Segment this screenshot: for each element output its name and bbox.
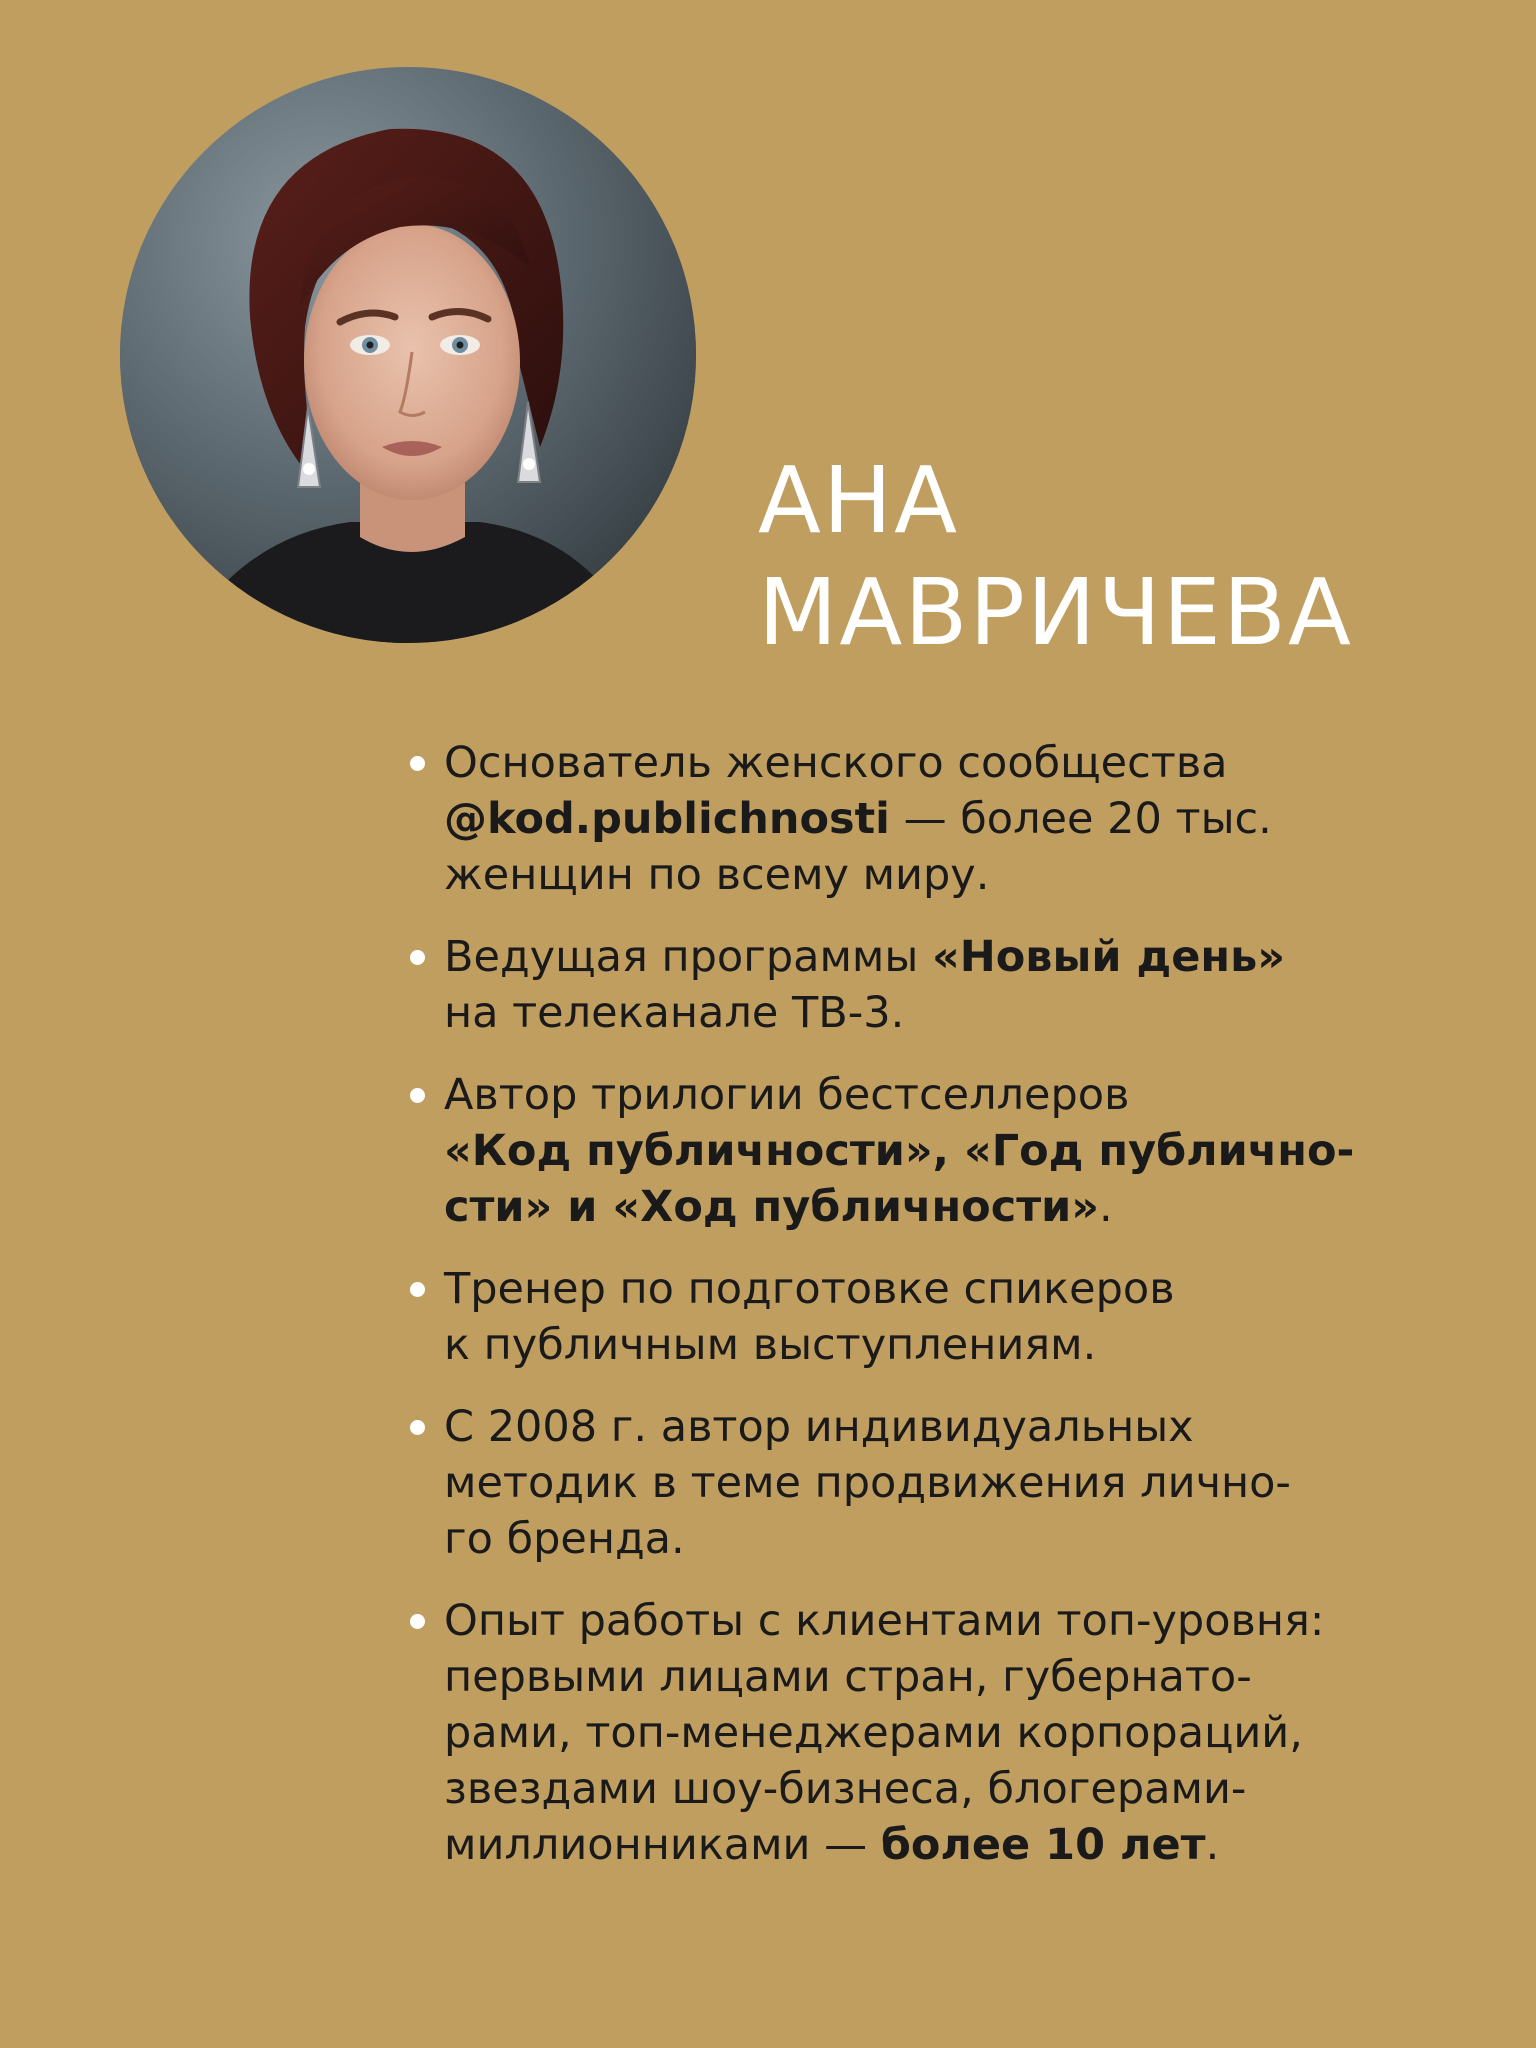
fact-item [410,1067,1430,1235]
fact-line: Основатель женского сообщества [444,738,1228,788]
fact-line [444,1123,1430,1179]
bullet-dot-icon [410,1088,425,1103]
author-portrait-image [120,67,696,643]
fact-item [410,735,1430,903]
fact-line: миллионниками — более 10 лет. [444,1820,1220,1870]
community-handle: @kod.publichnosti [444,794,890,844]
fact-line: рами, топ-менеджерами корпораций, [444,1708,1303,1758]
fact-line: Тренер по подготовке спикеров [444,1264,1175,1314]
author-last-name: МАВРИЧЕВА [758,559,1353,666]
author-name [758,445,1353,669]
fact-item [410,1261,1430,1373]
fact-line: методик в теме продвижения лично- [444,1458,1291,1508]
fact-line: первыми лицами стран, губернато- [444,1652,1252,1702]
fact-line: Опыт работы с клиентами топ-уровня: [444,1596,1325,1646]
fact-item [410,1399,1430,1567]
fact-line: на телеканале ТВ-3. [444,988,905,1038]
bullet-dot-icon [410,1420,425,1435]
experience-duration: более 10 лет [880,1820,1206,1870]
fact-item [410,929,1430,1041]
fact-line: звездами шоу-бизнеса, блогерами- [444,1764,1247,1814]
fact-line: сти» и «Ход публичности». [444,1182,1113,1232]
author-first-name: АНА [758,447,960,554]
book-titles: «Код публичности», «Год публично- [444,1126,1355,1176]
fact-line: женщин по всему миру. [444,850,990,900]
author-facts-list [410,735,1430,1899]
fact-line: к публичным выступлениям. [444,1320,1097,1370]
tv-show-title: «Новый день» [931,932,1286,982]
author-portrait [120,67,696,643]
fact-line: @kod.publichnosti — более 20 тыс. [444,794,1272,844]
fact-line: С 2008 г. автор индивидуальных [444,1402,1194,1452]
book-titles: сти» и «Ход публичности» [444,1182,1100,1232]
fact-line: го бренда. [444,1514,685,1564]
fact-line: Ведущая программы «Новый день» [444,932,1286,982]
bullet-dot-icon [410,1614,425,1629]
bullet-dot-icon [410,950,425,965]
fact-line: Автор трилогии бестселлеров [444,1070,1130,1120]
fact-item [410,1593,1430,1873]
bullet-dot-icon [410,1282,425,1297]
bullet-dot-icon [410,756,425,771]
